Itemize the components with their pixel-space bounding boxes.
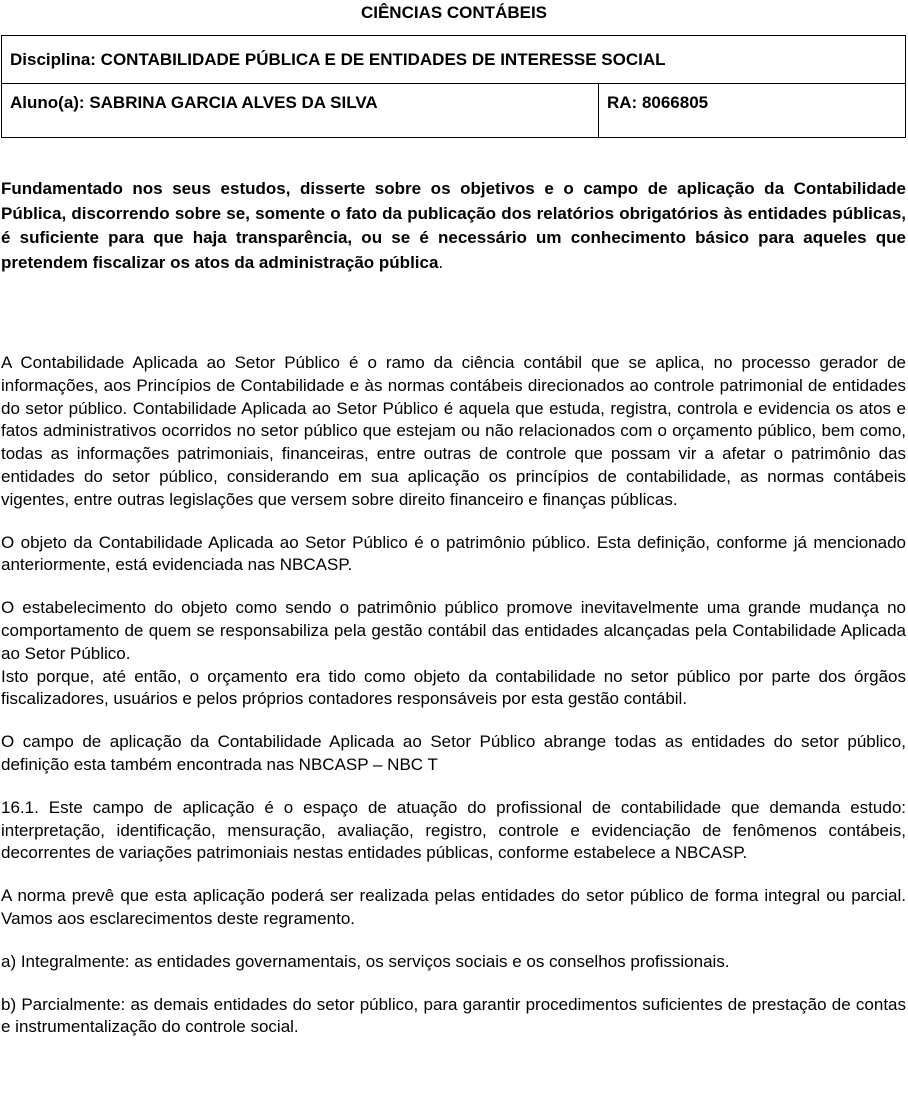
course-title: CIÊNCIAS CONTÁBEIS [360, 3, 548, 22]
question-text: Fundamentado nos seus estudos, disserte sobre os objetivos e o campo de aplicação da Contabilidade Pública, discorrendo sobre se, somente o fato da publicação dos relatórios obrigatórios às entidades públicas, é suficiente para que haja transparência, ou se é necessário um conhecimento básico para aqueles que pretendem fiscalizar os atos da administração pública [1, 179, 906, 272]
question-prompt [1, 177, 906, 275]
answer-paragraph: A Contabilidade Aplicada ao Setor Público é o ramo da ciência contábil que se aplica, no processo gerador de informações, aos Princípios de Contabilidade e às normas contábeis direcionados ao controle patrimonial de entidades do setor público. Contabilidade Aplicada ao Setor Público é aquela que estuda, registra, controla e evidencia os atos e fatos administrativos ocorridos no setor público que estejam ou não relacionados com o orçamento público, bem como, todas as informações patrimoniais, financeiras, entre outras de controle que possam vir a afetar o patrimônio das entidades do setor público, considerando em sua aplicação os princípios de contabilidade, as normas contábeis vigentes, entre outras legislações que versem sobre direito financeiro e finanças públicas. [1, 353, 906, 509]
answer-paragraph: a) Integralmente: as entidades governamentais, os serviços sociais e os conselhos profissionais. [1, 951, 730, 971]
answer-paragraph: O estabelecimento do objeto como sendo o patrimônio público promove inevitavelmente uma grande mudança no comportamento de quem se responsabiliza pela gestão contábil das entidades alcançadas pela Contabilidade Aplicada ao Setor Público. [1, 598, 906, 663]
answer-paragraph: 16.1. Este campo de aplicação é o espaço de atuação do profissional de contabilidade que demanda estudo: interpretação, identificação, mensuração, avaliação, registro, controle e evidenciação de fenômenos contábeis, decorrentes de variações patrimoniais nestas entidades públicas, conforme estabelece a NBCASP. [1, 797, 906, 863]
student-ra-cell: RA: 8066805 [599, 84, 906, 138]
answer-paragraph: A norma prevê que esta aplicação poderá ser realizada pelas entidades do setor público de forma integral ou parcial. Vamos aos esclarecimentos deste regramento. [1, 886, 906, 928]
answer-paragraph: O objeto da Contabilidade Aplicada ao Setor Público é o patrimônio público. Esta definição, conforme já mencionado anteriormente, está evidenciada nas NBCASP. [1, 532, 906, 575]
answer-paragraph: O campo de aplicação da Contabilidade Aplicada ao Setor Público abrange todas as entidades do setor público, definição esta também encontrada nas NBCASP – NBC T [1, 732, 906, 774]
answer-body [1, 352, 906, 1039]
answer-paragraph: b) Parcialmente: as demais entidades do setor público, para garantir procedimentos suficientes de prestação de contas e instrumentalização do controle social. [1, 994, 906, 1037]
answer-paragraph: Isto porque, até então, o orçamento era tido como objeto da contabilidade no setor público por parte dos órgãos fiscalizadores, usuários e pelos próprios contadores responsáveis por esta gestão contábil. [1, 666, 906, 709]
student-name-cell: Aluno(a): SABRINA GARCIA ALVES DA SILVA [2, 84, 599, 138]
question-end: . [438, 252, 444, 272]
student-info-table [1, 35, 906, 138]
discipline-cell: Disciplina: CONTABILIDADE PÚBLICA E DE ENTIDADES DE INTERESSE SOCIAL [2, 36, 906, 84]
